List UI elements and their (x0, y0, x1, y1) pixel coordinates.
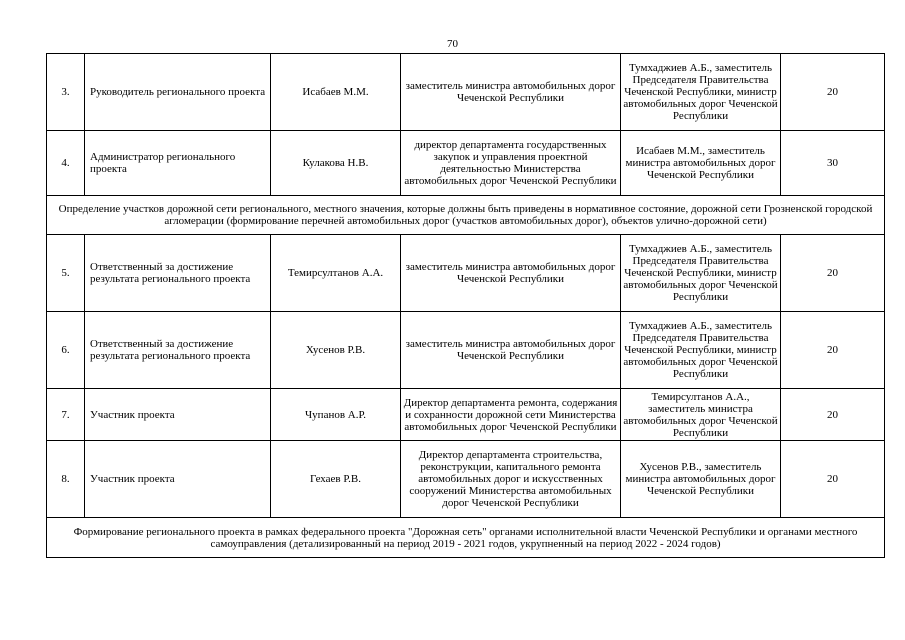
role-cell: Участник проекта (85, 441, 271, 518)
role-cell: Участник проекта (85, 389, 271, 441)
row-number: 5. (47, 235, 85, 312)
load-cell: 20 (781, 312, 885, 389)
position-cell: Директор департамента строительства, реконструкции, капитального ремонта автомобильных дорог и искусственных сооружений Министерства автомобильных дорог Чеченской Республики (401, 441, 621, 518)
position-cell: директор департамента государственных закупок и управления проектной деятельностью Министерства автомобильных дорог Чеченской Республики (401, 131, 621, 196)
role-cell: Руководитель регионального проекта (85, 54, 271, 131)
table-row (47, 131, 885, 196)
participants-table (46, 53, 885, 558)
section-heading: Формирование регионального проекта в рамках федерального проекта "Дорожная сеть" органами исполнительной власти Чеченской Республики и органами местного самоуправления (детализированный на период 2019 - 2021 годов, укрупненный на период 2022 - 2024 годов) (47, 518, 885, 558)
supervisor-cell: Хусенов Р.В., заместитель министра автомобильных дорог Чеченской Республики (621, 441, 781, 518)
table-row (47, 389, 885, 441)
position-cell: заместитель министра автомобильных дорог Чеченской Республики (401, 312, 621, 389)
table-row (47, 312, 885, 389)
row-number: 3. (47, 54, 85, 131)
table-row (47, 441, 885, 518)
load-cell: 30 (781, 131, 885, 196)
load-cell: 20 (781, 54, 885, 131)
position-cell: заместитель министра автомобильных дорог Чеченской Республики (401, 235, 621, 312)
supervisor-cell: Тумхаджиев А.Б., заместитель Председателя Правительства Чеченской Республики, министр автомобильных дорог Чеченской Республики (621, 235, 781, 312)
supervisor-cell: Темирсултанов А.А., заместитель министра автомобильных дорог Чеченской Республики (621, 389, 781, 441)
supervisor-cell: Тумхаджиев А.Б., заместитель Председателя Правительства Чеченской Республики, министр автомобильных дорог Чеченской Республики (621, 312, 781, 389)
page-number: 70 (447, 38, 458, 50)
section-row (47, 196, 885, 235)
section-row (47, 518, 885, 558)
row-number: 4. (47, 131, 85, 196)
table-row (47, 235, 885, 312)
row-number: 8. (47, 441, 85, 518)
load-cell: 20 (781, 441, 885, 518)
section-heading: Определение участков дорожной сети регионального, местного значения, которые должны быть приведены в нормативное состояние, дорожной сети Грозненской городской агломерации (формирование перечней автомобильных дорог (участков автомобильных дорог), объектов улично-дорожной сети) (47, 196, 885, 235)
position-cell: заместитель министра автомобильных дорог Чеченской Республики (401, 54, 621, 131)
role-cell: Ответственный за достижение результата регионального проекта (85, 235, 271, 312)
role-cell: Ответственный за достижение результата регионального проекта (85, 312, 271, 389)
row-number: 6. (47, 312, 85, 389)
load-cell: 20 (781, 235, 885, 312)
name-cell: Хусенов Р.В. (271, 312, 401, 389)
supervisor-cell: Тумхаджиев А.Б., заместитель Председателя Правительства Чеченской Республики, министр автомобильных дорог Чеченской Республики (621, 54, 781, 131)
table-row (47, 54, 885, 131)
name-cell: Темирсултанов А.А. (271, 235, 401, 312)
row-number: 7. (47, 389, 85, 441)
supervisor-cell: Исабаев М.М., заместитель министра автомобильных дорог Чеченской Республики (621, 131, 781, 196)
name-cell: Кулакова Н.В. (271, 131, 401, 196)
name-cell: Гехаев Р.В. (271, 441, 401, 518)
name-cell: Исабаев М.М. (271, 54, 401, 131)
position-cell: Директор департамента ремонта, содержания и сохранности дорожной сети Министерства автомобильных дорог Чеченской Республики (401, 389, 621, 441)
name-cell: Чупанов А.Р. (271, 389, 401, 441)
load-cell: 20 (781, 389, 885, 441)
role-cell: Администратор регионального проекта (85, 131, 271, 196)
